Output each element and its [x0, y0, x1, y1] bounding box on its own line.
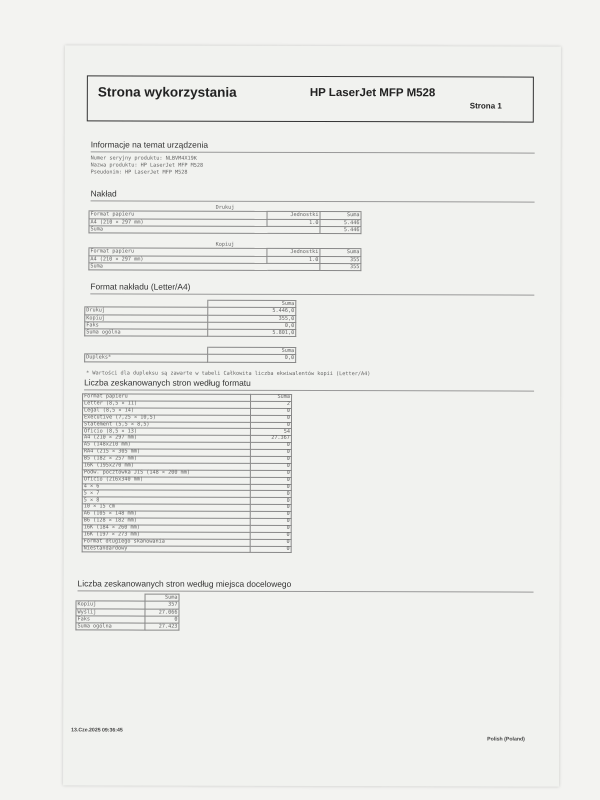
column-header: Jednostki [267, 212, 320, 219]
column-header: Suma [320, 249, 361, 256]
table-row: 10 × 15 cm 0 [83, 503, 290, 511]
table-row: Kopiuj 357 [77, 601, 178, 609]
footer-language: Polish (Poland) [487, 736, 525, 743]
divider [84, 389, 534, 391]
table-row: Letter (8,5 × 11) 2 [84, 400, 291, 407]
table-row: Niestandardowy 0 [83, 545, 290, 552]
table-row: 5 × 7 0 [83, 490, 290, 497]
page-number: Strona 1 [469, 101, 502, 111]
table-row: B6 (128 × 182 mm) 0 [83, 517, 290, 525]
table-row: Dupleks* 0,0 [86, 354, 295, 362]
copy-volume-table [88, 241, 361, 271]
footer-date: 13.Cze.2025 09:36:45 [71, 727, 123, 734]
divider [78, 590, 534, 592]
column-header: Format papieru [89, 248, 267, 256]
divider [90, 293, 534, 295]
page-title: Strona wykorzystania [97, 84, 237, 100]
table-row: A4 (210 × 297 mm) 1.0 5.446 [90, 219, 360, 226]
table-caption: Kopiuj [89, 241, 361, 249]
naklad-heading: Nakład [90, 188, 117, 199]
table-row: Faks 0 [77, 616, 178, 623]
table-row: 16K (197 × 273 mm) 0 [83, 531, 290, 538]
printer-model: HP LaserJet MFP M528 [309, 86, 436, 100]
duplex-note: * Wartości dla dupleksu są zawarte w tabeli Całkowita liczba ekwiwalentów kopii (Letter/A4) [86, 370, 371, 378]
device-info-heading: Informacje na temat urządzenia [90, 139, 209, 150]
device-info-line: Nazwa produktu: HP LaserJet MFP M528 [90, 162, 204, 169]
table-row: RA4 (215 × 305 mm) 0 [83, 448, 290, 456]
print-volume-table [88, 204, 361, 234]
scanned-format-heading: Liczba zeskanowanych stron według formatu [84, 377, 251, 388]
table-row: Oficio (8,5 × 13) 54 [83, 427, 290, 435]
table-row: Oficio (216x340 mm) 0 [83, 476, 290, 483]
table-row: Statement (5,5 × 8,5) 0 [83, 421, 290, 428]
usage-page-sheet [63, 45, 561, 786]
column-header: Suma [207, 300, 296, 308]
table-row: A6 (105 × 148 mm) 0 [83, 510, 290, 518]
column-header: Suma [251, 394, 292, 401]
table-row: 4 × 6 0 [83, 483, 290, 490]
column-header: Suma [145, 594, 180, 601]
format-volume-table [84, 299, 296, 337]
table-row: A4 (210 × 297 mm) 1.0 355 [90, 256, 360, 263]
table-row: Legal (8,5 × 14) 0 [84, 407, 291, 414]
table-caption: Drukuj [89, 204, 361, 212]
divider [91, 151, 535, 153]
scanned-format-table [82, 393, 292, 553]
divider [91, 200, 535, 202]
scanned-dest-heading: Liczba zeskanowanych stron według miejsca docelowego [77, 578, 292, 589]
table-row: A5 (148x210 mm) 0 [83, 441, 290, 449]
column-header: Suma [207, 347, 296, 355]
table-row: Format długiego skanowania 0 [83, 538, 290, 545]
header-box [87, 75, 534, 122]
table-row: Kopiuj 355,0 [86, 315, 295, 322]
table-total-row: Suma ogólna 5.801,0 [86, 329, 295, 337]
table-row: Faks 0,0 [86, 322, 295, 329]
table-total-row: Suma ogólna 27.423 [77, 623, 178, 630]
table-row: B5 (182 × 257 mm) 0 [83, 455, 290, 463]
table-total-row: Suma 5.446 [90, 226, 360, 234]
table-row: 5 × 8 0 [83, 496, 290, 504]
table-row: Drukuj 5.446,0 [86, 307, 295, 315]
device-info-line: Numer seryjny produktu: NLBVM4X19K [90, 155, 197, 162]
scanned-dest-table [75, 593, 179, 631]
device-info-line: Pseudonim: HP LaserJet MFP M528 [90, 169, 188, 176]
column-header: Suma [320, 212, 361, 219]
table-row: Podw. pocztówka JIS (148 × 200 mm) 0 [83, 469, 290, 476]
column-header: Format papieru [89, 211, 267, 219]
table-total-row: Suma 355 [90, 263, 360, 271]
column-header: Jednostki [267, 249, 320, 256]
table-row: A4 (210 × 297 mm) 27.367 [83, 434, 290, 442]
table-row: Executive (7,25 × 10,5) 0 [83, 414, 291, 421]
format-naklad-heading: Format nakładu (Letter/A4) [90, 281, 191, 292]
table-row: 16K (195x270 mm) 0 [83, 462, 290, 469]
column-header: Format papieru [83, 394, 251, 401]
table-row: Wyślij 27.066 [77, 609, 178, 616]
table-row: 16K (184 × 260 mm) 0 [83, 524, 290, 532]
duplex-table [84, 346, 296, 362]
